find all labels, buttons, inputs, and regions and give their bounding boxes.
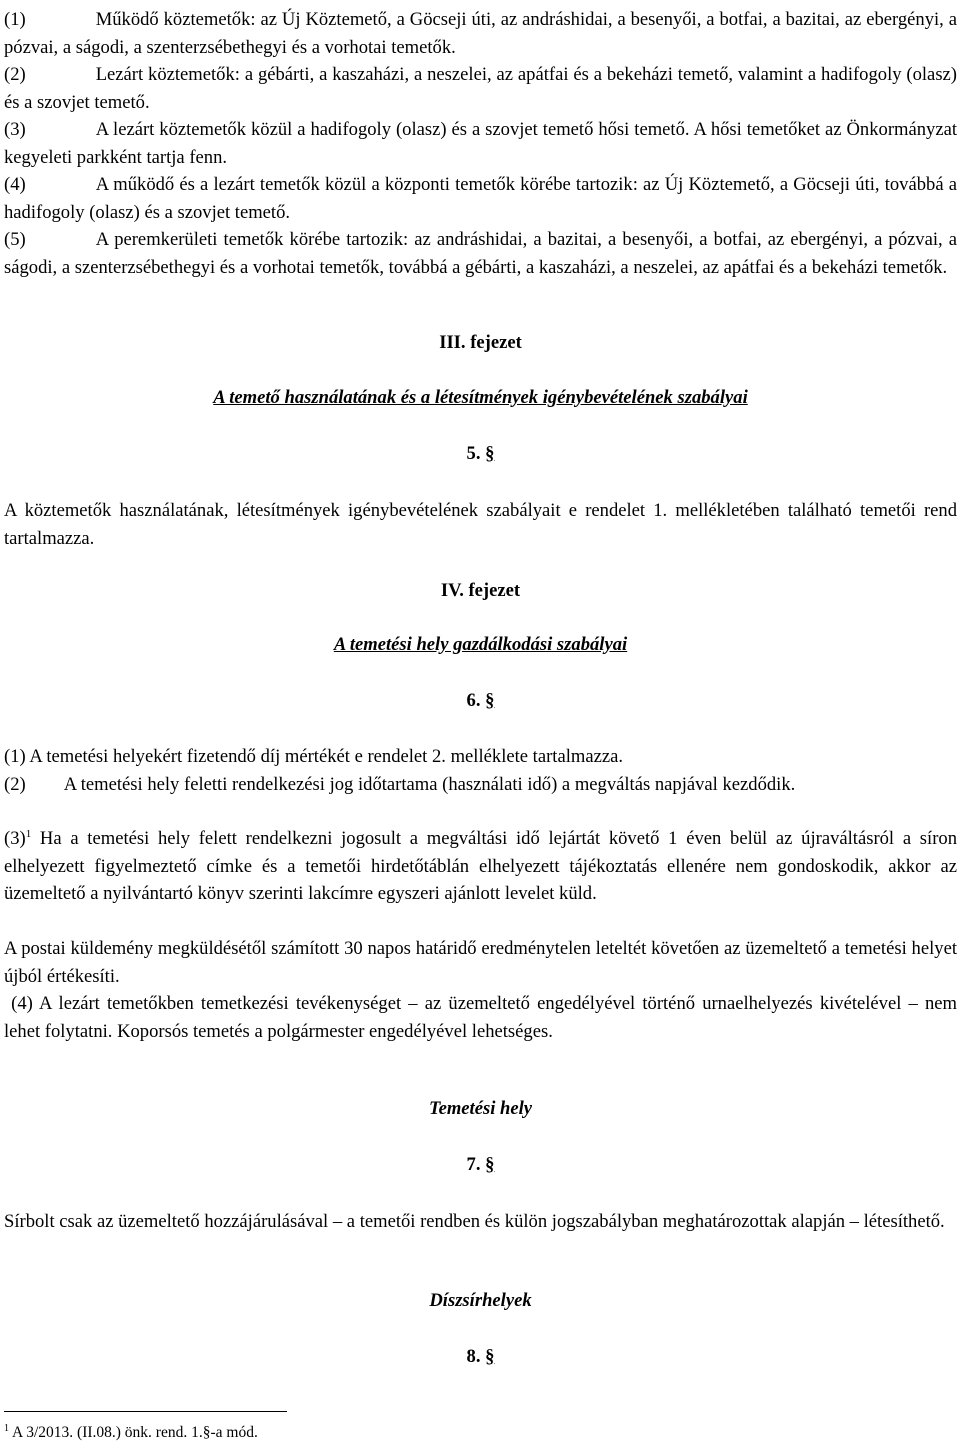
section-6-paragraph-2 [4,771,957,799]
paragraph-number: (1) [4,9,26,30]
chapter-4-subtitle: A temetési hely gazdálkodási szabályai [333,634,628,655]
chapter-3-title: III. fejezet [439,332,522,353]
section-8-heading [4,1346,957,1368]
section-6-heading [4,690,957,712]
paragraph-text: Lezárt köztemetők: a gébárti, a kaszaházi, a neszelei, az apátfai és a bekeházi temető, valamint a hadifogoly (olasz) és a szovjet temető. [4,64,957,113]
section-number: 5. [466,443,481,464]
section-7-title: Temetési hely [428,1098,533,1119]
paragraph-1 [4,6,957,61]
section-number: 8. [466,1346,481,1367]
footnote-separator [4,1411,287,1412]
section-5-text: A köztemetők használatának, létesítmények igénybevételének szabályait e rendelet 1. mellékletében található temetői rend tartalmazza. [4,500,957,549]
section-7-heading [4,1154,957,1176]
paragraph-number: (3) [4,119,26,140]
paragraph-text: Ha a temetési hely felett rendelkezni jogosult a megváltási idő lejártát követő 1 éven belül az újraváltásról a síron elhelyezett figyelmeztető címke és a temetői hirdetőtáblán elhelyezett tájékoztatás ellenére nem gondoskodik, akkor az üzemeltető a nyilvántartó könyv szerinti lakcímre egyszeri ajánlott levelet küld. [4,828,957,905]
section-sign: § [485,690,495,711]
footnote-number: 1 [4,1422,9,1434]
paragraph-2 [4,61,957,116]
paragraph-text: A peremkerületi temetők körébe tartozik: az andráshidai, a bazitai, a besenyői, a botfai, az ebergényi, a pózvai, a ságodi, a szenterzsébethegyi és a vorhotai temetők, továbbá a gébárti, a kaszaházi, a neszelei, az apátfai és a bekeházi temetők. [4,229,957,278]
section-number: 7. [466,1154,481,1175]
paragraph-number: (1) [4,746,26,767]
section-sign: § [485,1346,495,1367]
footnote-section-sign: § [202,1424,211,1441]
paragraph-number: (4) [4,174,26,195]
section-6-paragraph-4 [4,990,957,1045]
chapter-4-title: IV. fejezet [440,580,521,601]
paragraph-number: (2) [4,64,26,85]
paragraph-number: (2) [4,774,26,795]
section-sign: § [485,443,495,464]
footnote-suffix: -a mód. [210,1424,258,1441]
section-6-paragraph-1 [4,743,957,771]
paragraph-number: (3) [4,828,26,849]
footnote-ref[interactable]: 1 [25,827,32,840]
paragraph-text: Működő köztemetők: az Új Köztemető, a Göcseji úti, az andráshidai, a besenyői, a botfai, a bazitai, az ebergényi, a pózvai, a ságodi, a szenterzsébethegyi és a vorhotai temetők. [4,9,957,58]
section-6-paragraph-3-continued: A postai küldemény megküldésétől számított 30 napos határidő eredménytelen leteltét követően az üzemeltető a temetési helyet újból értékesíti. [4,938,957,987]
section-6-paragraph-3 [4,825,957,908]
section-number: 6. [466,690,481,711]
paragraph-5 [4,226,957,281]
section-8-title: Díszsírhelyek [429,1290,532,1311]
paragraph-text: A lezárt köztemetők közül a hadifogoly (olasz) és a szovjet temető hősi temető. A hősi temetőket az Önkormányzat kegyeleti parkként tartja fenn. [4,119,957,168]
paragraph-text: A temetési hely feletti rendelkezési jog időtartama (használati idő) a megváltás napjával kezdődik. [63,774,796,795]
chapter-3-subtitle: A temető használatának és a létesítmények igénybevételének szabályai [213,387,748,408]
footnote-text: A 3/2013. (II.08.) önk. rend. 1. [9,1424,203,1441]
paragraph-4 [4,171,957,226]
section-sign: § [485,1154,495,1175]
paragraph-text: A lezárt temetőkben temetkezési tevékenységet – az üzemeltető engedélyével történő urnaelhelyezés kivételével – nem lehet folytatni. Koporsós temetés a polgármester engedélyével lehetséges. [4,993,958,1042]
paragraph-number: (4) [11,993,33,1014]
section-7-text: Sírbolt csak az üzemeltető hozzájárulásával – a temetői rendben és külön jogszabályban meghatározottak alapján – létesíthető. [4,1211,945,1232]
footnote [4,1423,258,1443]
section-5-heading [4,443,957,465]
paragraph-text: A temetési helyekért fizetendő díj mértékét e rendelet 2. melléklete tartalmazza. [29,746,623,767]
paragraph-number: (5) [4,229,26,250]
paragraph-3 [4,116,957,171]
paragraph-text: A működő és a lezárt temetők közül a központi temetők körébe tartozik: az Új Köztemető, a Göcseji úti, továbbá a hadifogoly (olasz) és a szovjet temető. [4,174,957,223]
